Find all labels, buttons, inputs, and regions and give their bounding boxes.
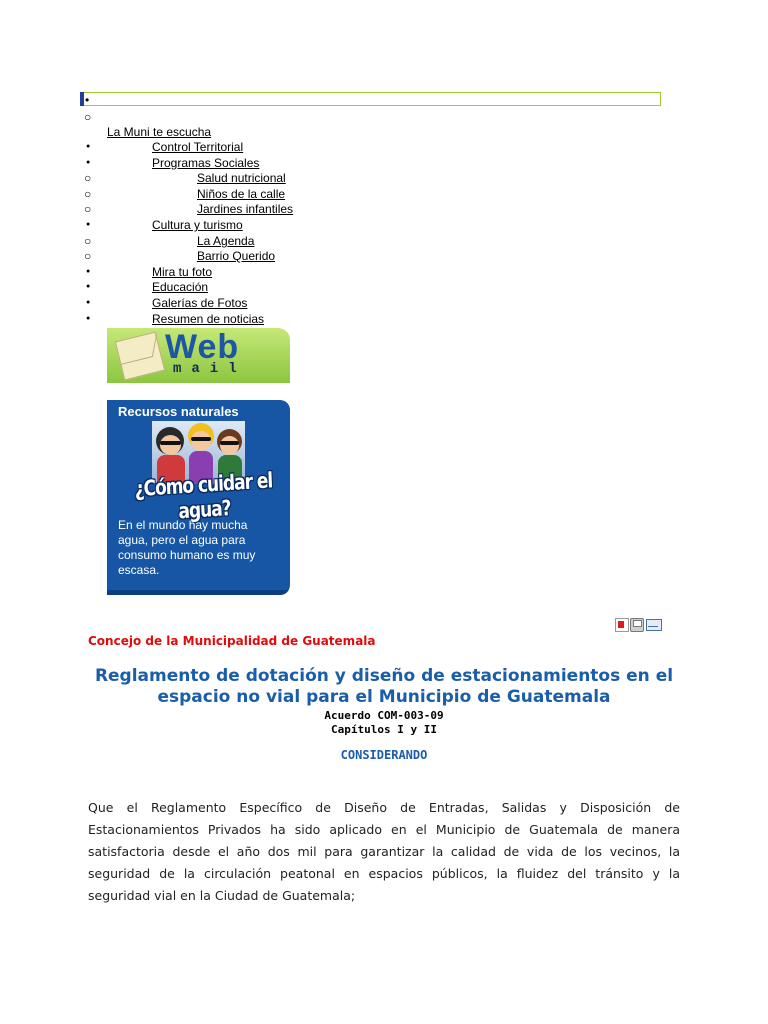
focus-marker [80, 92, 84, 106]
bullet-marker: ● [86, 268, 91, 275]
nav-link-la-agenda[interactable]: La Agenda [197, 234, 255, 248]
bullet-marker: ○ [84, 171, 92, 185]
widget-heading: Recursos naturales [118, 404, 239, 419]
widget-footer-bar [107, 590, 290, 595]
bullet-marker: • [85, 93, 90, 107]
chapters-label: Capítulos I y II [331, 723, 437, 736]
nav-link-mira-tu-foto[interactable]: Mira tu foto [152, 265, 213, 279]
bullet-marker: ● [86, 159, 91, 166]
print-icon[interactable] [630, 618, 644, 632]
nav-link-cultura-y-turismo[interactable]: Cultura y turismo [152, 218, 243, 232]
focused-menu-bullet[interactable] [80, 92, 661, 106]
nav-link-resumen-de-noticias[interactable]: Resumen de noticias [152, 312, 265, 326]
pdf-icon[interactable] [615, 618, 629, 632]
nav-link-la-muni[interactable]: La Muni te escucha [107, 125, 212, 139]
document-title: Reglamento de dotación y diseño de estacionamientos en el espacio no vial para el Municipio de Guatemala [94, 666, 674, 707]
bullet-marker: ○ [84, 202, 92, 216]
water-banner-text: ¿Cómo cuidar el agua? [134, 468, 273, 525]
bullet-marker: ○ [84, 234, 92, 248]
bullet-marker: ○ [84, 110, 92, 124]
nav-link-ni-os-de-la-calle[interactable]: Niños de la calle [197, 187, 286, 201]
recursos-naturales-widget[interactable] [107, 400, 290, 595]
nav-link-control-territorial[interactable]: Control Territorial [152, 140, 244, 154]
considering-heading: CONSIDERANDO [340, 748, 428, 762]
nav-link-salud-nutricional[interactable]: Salud nutricional [197, 171, 286, 185]
nav-link-galer-as-de-fotos[interactable]: Galerías de Fotos [152, 296, 248, 310]
council-heading: Concejo de la Municipalidad de Guatemala [88, 634, 376, 648]
webmail-word-web: Web [165, 328, 240, 366]
email-icon[interactable] [646, 619, 662, 631]
webmail-word-mail: mail [173, 361, 247, 377]
bullet-marker: ● [86, 143, 91, 150]
nav-link-barrio-querido[interactable]: Barrio Querido [197, 249, 276, 263]
nav-link-jardines-infantiles[interactable]: Jardines infantiles [197, 202, 294, 216]
bullet-marker: ○ [84, 249, 92, 263]
body-paragraph: Que el Reglamento Específico de Diseño de Entradas, Salidas y Disposición de Estacionamientos Privados ha sido aplicado en el Municipio de Guatemala de manera satisfactoria desde el año dos mil para garantizar la calidad de vida de los vecinos, la seguridad de la circulación peatonal en espacios públicos, la fluidez del tránsito y la seguridad vial en la Ciudad de Guatemala; [88, 800, 680, 903]
nav-link-educaci-n[interactable]: Educación [152, 280, 209, 294]
bullet-marker: ● [86, 221, 91, 228]
envelope-icon [115, 332, 165, 381]
nav-link-programas-sociales[interactable]: Programas Sociales [152, 156, 260, 170]
bullet-marker: ● [86, 315, 91, 322]
bullet-marker: ○ [84, 187, 92, 201]
webmail-banner[interactable] [107, 328, 290, 383]
bullet-marker: ● [86, 283, 91, 290]
agreement-number: Acuerdo COM-003-09 [324, 709, 444, 722]
widget-description: En el mundo hay mucha agua, pero el agua para consumo humano es muy escasa. [118, 518, 256, 577]
bullet-marker: ● [86, 299, 91, 306]
